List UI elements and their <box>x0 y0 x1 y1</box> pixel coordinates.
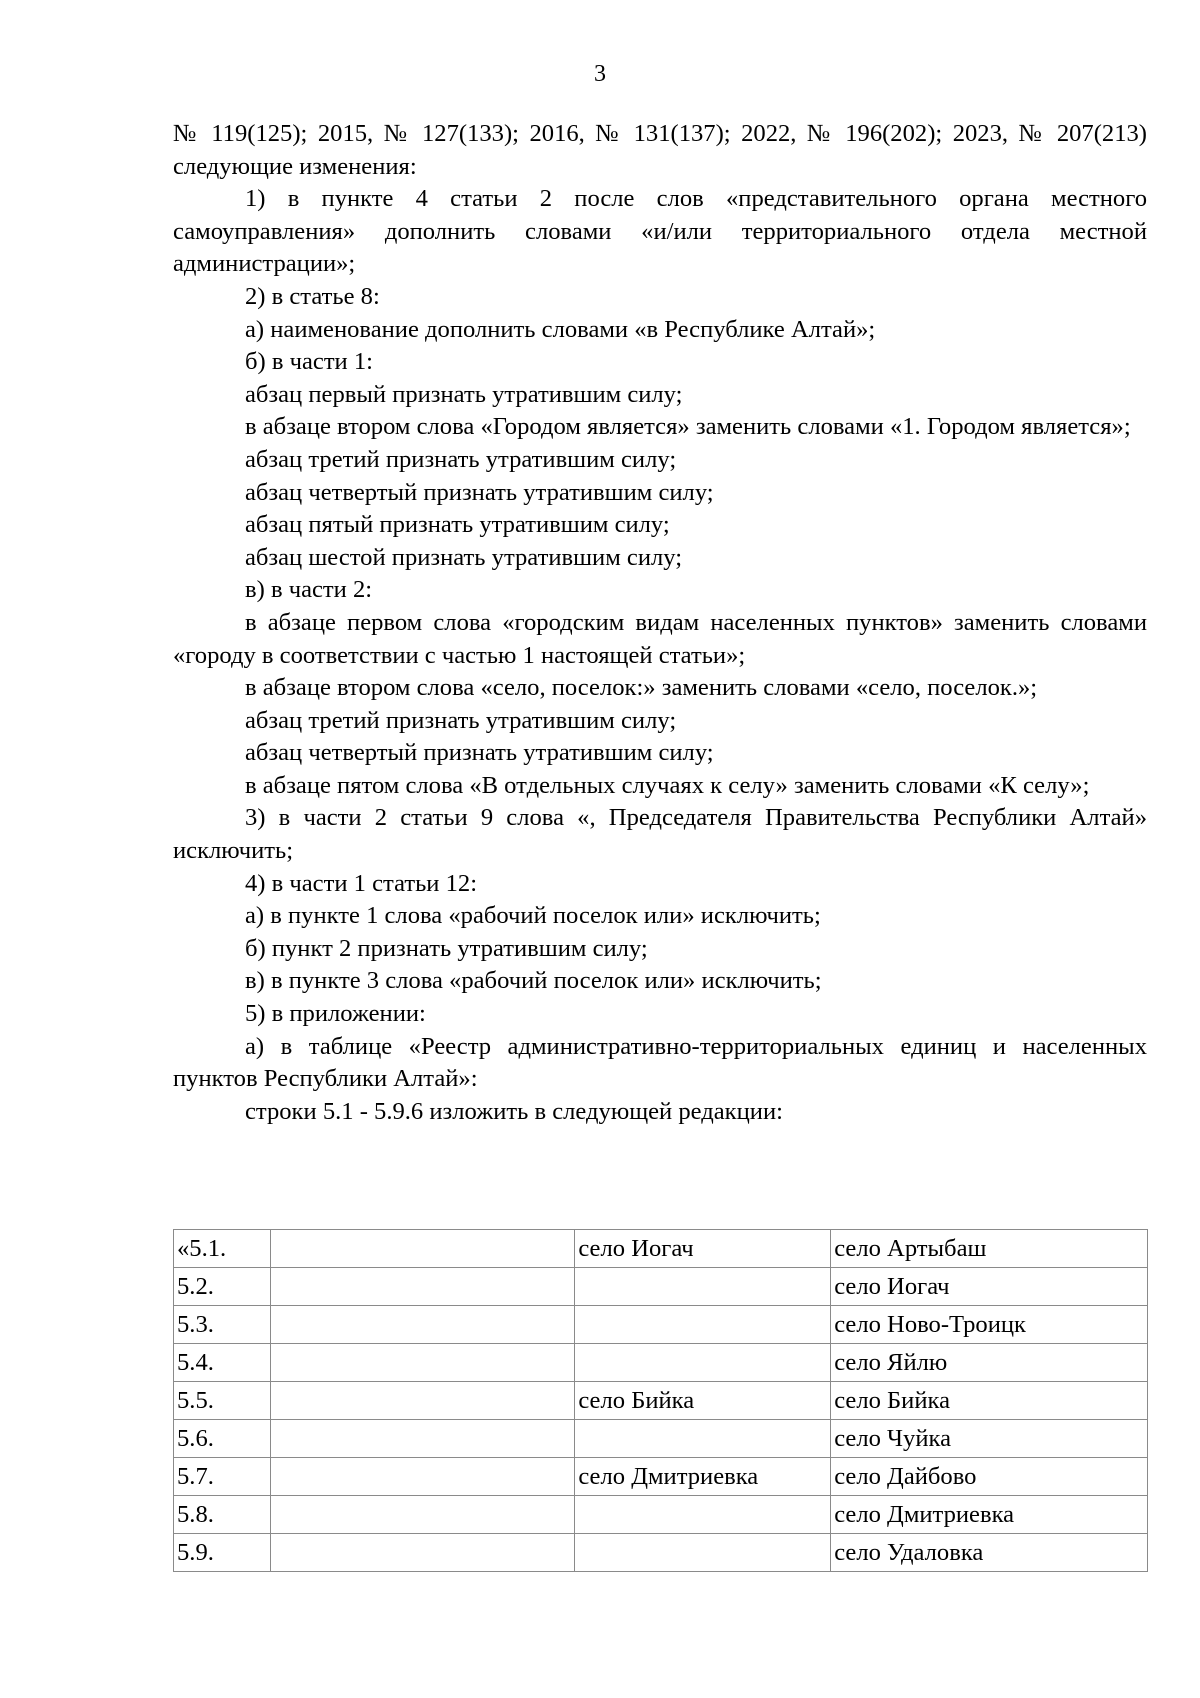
table-cell: село Дмитриевка <box>575 1458 831 1496</box>
table-cell: село Чуйка <box>831 1420 1148 1458</box>
row-number-cell: 5.6. <box>174 1420 271 1458</box>
table-cell: село Яйлю <box>831 1344 1148 1382</box>
table-cell: село Бийка <box>575 1382 831 1420</box>
table-cell <box>270 1534 574 1572</box>
row-number-cell: 5.7. <box>174 1458 271 1496</box>
table-cell: село Дмитриевка <box>831 1496 1148 1534</box>
table-row <box>174 1534 1148 1572</box>
page-number: 3 <box>594 61 606 87</box>
table-cell <box>575 1534 831 1572</box>
table-cell: село Удаловка <box>831 1534 1148 1572</box>
table-cell <box>270 1458 574 1496</box>
paragraph: абзац шестой признать утратившим силу; <box>245 543 683 571</box>
row-number-cell: 5.8. <box>174 1496 271 1534</box>
table-cell: село Иогач <box>575 1230 831 1268</box>
row-number-cell: 5.3. <box>174 1306 271 1344</box>
table-cell <box>270 1230 574 1268</box>
paragraph: 2) в статье 8: <box>245 282 380 310</box>
paragraph: 5) в приложении: <box>245 1000 426 1028</box>
paragraph: в) в пункте 3 слова «рабочий поселок или» исключить; <box>245 967 822 995</box>
registry-table <box>173 1229 1148 1572</box>
row-number-cell: 5.4. <box>174 1344 271 1382</box>
row-number-cell: 5.5. <box>174 1382 271 1420</box>
table-cell <box>270 1496 574 1534</box>
table-cell <box>575 1420 831 1458</box>
table-row <box>174 1382 1148 1420</box>
paragraph: а) в пункте 1 слова «рабочий поселок или» исключить; <box>245 902 821 930</box>
paragraph: а) в таблице «Реестр административно-территориальных единиц и населенных пунктов Республики Алтай»: <box>173 1032 1147 1093</box>
table-cell <box>575 1306 831 1344</box>
table-cell <box>270 1382 574 1420</box>
paragraph: строки 5.1 - 5.9.6 изложить в следующей редакции: <box>245 1097 783 1125</box>
paragraph: в) в части 2: <box>245 576 373 604</box>
table-row <box>174 1496 1148 1534</box>
table-cell <box>270 1306 574 1344</box>
paragraph: абзац третий признать утратившим силу; <box>245 445 677 473</box>
table-cell <box>575 1344 831 1382</box>
paragraph: б) пункт 2 признать утратившим силу; <box>245 934 648 962</box>
table-cell <box>575 1268 831 1306</box>
paragraph: абзац четвертый признать утратившим силу; <box>245 739 714 767</box>
table-cell: село Артыбаш <box>831 1230 1148 1268</box>
paragraph: в абзаце пятом слова «В отдельных случаях к селу» заменить словами «К селу»; <box>245 771 1090 799</box>
table-cell <box>270 1268 574 1306</box>
table-cell <box>270 1344 574 1382</box>
table-cell <box>270 1420 574 1458</box>
paragraph: абзац третий признать утратившим силу; <box>245 706 677 734</box>
intro-paragraph: № 119(125); 2015, № 127(133); 2016, № 131(137); 2022, № 196(202); 2023, № 207(213) следующие изменения: <box>173 120 1147 180</box>
table-row <box>174 1230 1148 1268</box>
paragraph: а) наименование дополнить словами «в Республике Алтай»; <box>245 315 876 343</box>
paragraph: в абзаце втором слова «село, поселок:» заменить словами «село, поселок.»; <box>245 674 1038 702</box>
paragraph: абзац первый признать утратившим силу; <box>245 380 683 408</box>
table-row <box>174 1268 1148 1306</box>
table-cell <box>575 1496 831 1534</box>
table-row <box>174 1420 1148 1458</box>
paragraph: 1) в пункте 4 статьи 2 после слов «представительного органа местного самоуправления» дополнить словами «и/или территориального отдела местной администрации»; <box>173 185 1147 278</box>
table-row <box>174 1344 1148 1382</box>
table-cell: село Иогач <box>831 1268 1148 1306</box>
table-row <box>174 1458 1148 1496</box>
paragraph: абзац четвертый признать утратившим силу; <box>245 478 714 506</box>
document-body <box>173 118 1147 1128</box>
paragraph: в абзаце первом слова «городским видам населенных пунктов» заменить словами «городу в соответствии с частью 1 настоящей статьи»; <box>173 608 1147 669</box>
row-number-cell: 5.9. <box>174 1534 271 1572</box>
table-row <box>174 1306 1148 1344</box>
table-cell: село Бийка <box>831 1382 1148 1420</box>
row-number-cell: 5.2. <box>174 1268 271 1306</box>
paragraph: абзац пятый признать утратившим силу; <box>245 511 670 539</box>
paragraph: в абзаце втором слова «Городом является» заменить словами «1. Городом является»; <box>245 413 1131 441</box>
table-cell: село Дайбово <box>831 1458 1148 1496</box>
paragraph: 4) в части 1 статьи 12: <box>245 869 478 897</box>
paragraph: 3) в части 2 статьи 9 слова «, Председателя Правительства Республики Алтай» исключить; <box>173 804 1147 865</box>
paragraph: б) в части 1: <box>245 348 374 376</box>
row-number-cell: «5.1. <box>174 1230 271 1268</box>
table-cell: село Ново-Троицк <box>831 1306 1148 1344</box>
